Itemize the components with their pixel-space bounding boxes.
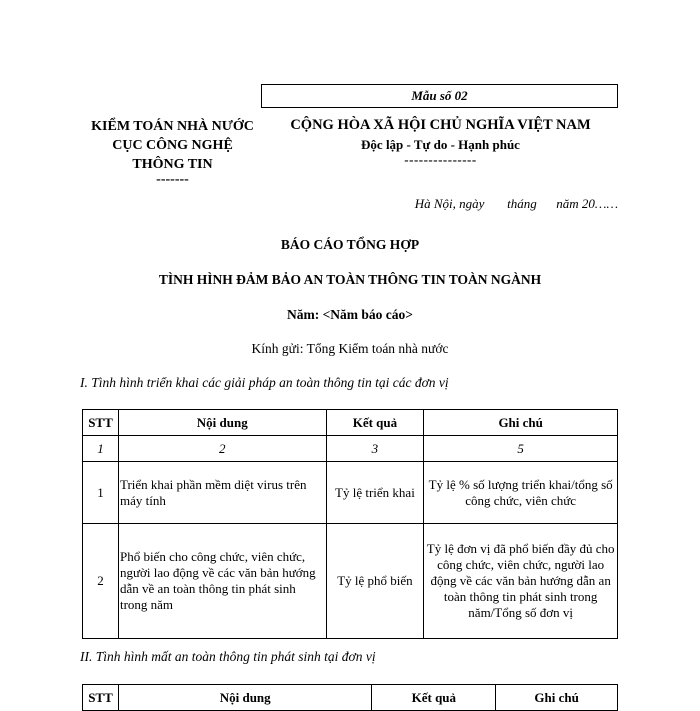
report-subtitle: TÌNH HÌNH ĐẢM BẢO AN TOÀN THÔNG TIN TOÀN NGÀNH (158, 272, 542, 287)
table-row (83, 462, 618, 524)
col-header-result: Kết quả (372, 685, 496, 711)
row-stt: 2 (83, 524, 119, 639)
row-result: Tỷ lệ phổ biến (326, 524, 424, 639)
col-header-note: Ghi chú (424, 410, 618, 436)
col-number-2: 2 (118, 436, 326, 462)
department-name-line2: THÔNG TIN (132, 157, 213, 172)
section2-heading: II. Tình hình mất an toàn thông tin phát sinh tại đơn vị (80, 649, 376, 664)
row-note: Tỷ lệ đơn vị đã phổ biến đầy đủ cho công chức, viên chức, người lao động về các văn bản hướng dẫn an toàn thông tin phát sinh trong năm/Tổng số đơn vị (424, 524, 618, 639)
col-header-content: Nội dung (118, 410, 326, 436)
col-number-1: 1 (83, 436, 119, 462)
agency-header (80, 117, 265, 186)
col-header-result: Kết quả (326, 410, 424, 436)
report-title: BÁO CÁO TỔNG HỢP (280, 237, 420, 252)
form-number-label: Mẫu số 02 (411, 88, 468, 103)
row-result: Tỷ lệ triển khai (326, 462, 424, 524)
row-content: Phổ biến cho công chức, viên chức, người lao động về các văn bản hướng dẫn về an toàn thông tin phát sinh trong năm (118, 524, 326, 639)
column-number-row (83, 436, 618, 462)
recipient-line: Kính gửi: Tổng Kiểm toán nhà nước (251, 341, 449, 356)
row-note: Tỷ lệ % số lượng triển khai/tổng số công chức, viên chức (424, 462, 618, 524)
row-stt: 1 (83, 462, 119, 524)
col-number-3: 3 (326, 436, 424, 462)
national-motto: Độc lập - Tự do - Hạnh phúc (361, 137, 520, 152)
table-header-row (83, 410, 618, 436)
national-divider: --------------- (404, 152, 477, 167)
incidents-table (82, 684, 618, 711)
table-header-row (83, 685, 618, 711)
col-number-5: 5 (424, 436, 618, 462)
national-header (268, 116, 613, 166)
col-header-note: Ghi chú (496, 685, 618, 711)
agency-divider: ------- (156, 172, 189, 187)
national-title: CỘNG HÒA XÃ HỘI CHỦ NGHĨA VIỆT NAM (290, 117, 591, 133)
col-header-stt: STT (83, 410, 119, 436)
table-row (83, 524, 618, 639)
col-header-stt: STT (83, 685, 119, 711)
section1-heading: I. Tình hình triển khai các giải pháp an toàn thông tin tại các đơn vị (80, 375, 449, 390)
department-name-line1: CỤC CÔNG NGHỆ (112, 138, 233, 153)
report-year: Năm: <Năm báo cáo> (287, 307, 413, 322)
place-date-line: Hà Nội, ngày tháng năm 20…… (414, 196, 618, 211)
agency-name: KIỂM TOÁN NHÀ NƯỚC (91, 119, 254, 134)
col-header-content: Nội dung (118, 685, 371, 711)
form-number-box (261, 84, 618, 108)
row-content: Triển khai phần mềm diệt virus trên máy tính (118, 462, 326, 524)
solutions-table (82, 409, 618, 639)
